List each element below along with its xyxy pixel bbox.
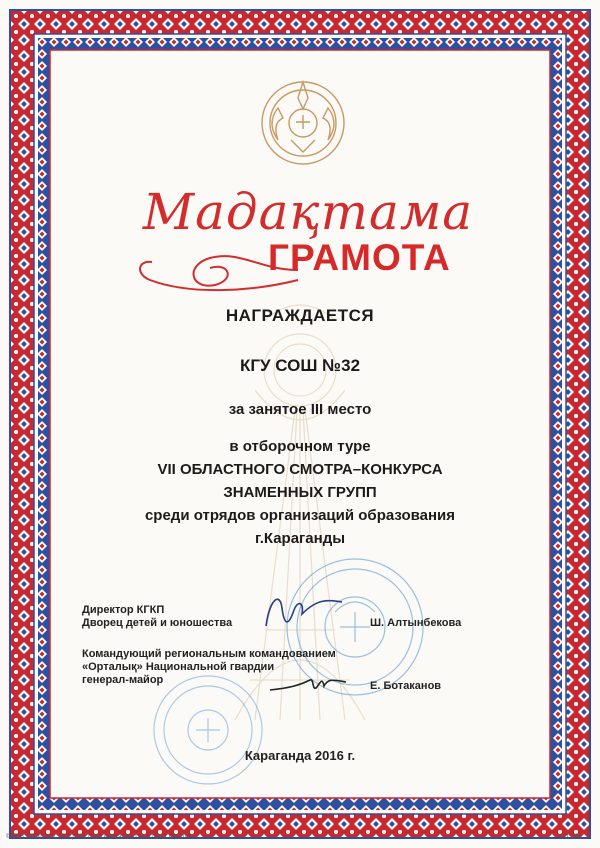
title-main: ГРАМОТА	[268, 237, 451, 278]
official-stamp-lower	[148, 670, 268, 790]
signatory-1-name: Ш. Алтынбекова	[370, 617, 462, 629]
body-line: среди отрядов организаций образования	[144, 507, 456, 524]
body-line: в отборочном туре	[229, 438, 371, 455]
signatory-2-title-line: «Орталық» Национальной гвардии	[82, 661, 275, 673]
signatory-2-name: Е. Ботаканов	[370, 680, 442, 692]
body-line: VII ОБЛАСТНОГО СМОТРА–КОНКУРСА	[157, 461, 443, 478]
signatory-1-title-line: Директор КГКП	[82, 604, 165, 616]
form-code: Г.П. 259	[560, 834, 582, 840]
state-emblem	[258, 78, 348, 168]
city-year: Караганда 2016 г.	[244, 748, 356, 763]
title-script: Мадақтама	[142, 183, 474, 241]
place-line: за занятое III место	[228, 401, 372, 418]
printer-info: ©ARTCARD® тел.: (727) 234 16 16 www.artcard.kz 4075 11.04.2016	[6, 834, 191, 840]
signatory-2-title-line: Командующий региональным командованием	[82, 648, 336, 660]
signatory-1-title	[82, 604, 232, 630]
body-line: г.Караганды	[254, 530, 346, 547]
signature-1	[258, 588, 348, 633]
awarded-label: НАГРАЖДАЕТСЯ	[225, 306, 375, 325]
signatory-2-title-line: генерал-майор	[82, 674, 164, 686]
signature-2	[268, 668, 348, 698]
recipient-name: КГУ СОШ №32	[239, 356, 361, 375]
body-line: ЗНАМЕННЫХ ГРУПП	[223, 484, 377, 501]
signatory-1-title-line: Дворец детей и юношества	[82, 617, 233, 629]
